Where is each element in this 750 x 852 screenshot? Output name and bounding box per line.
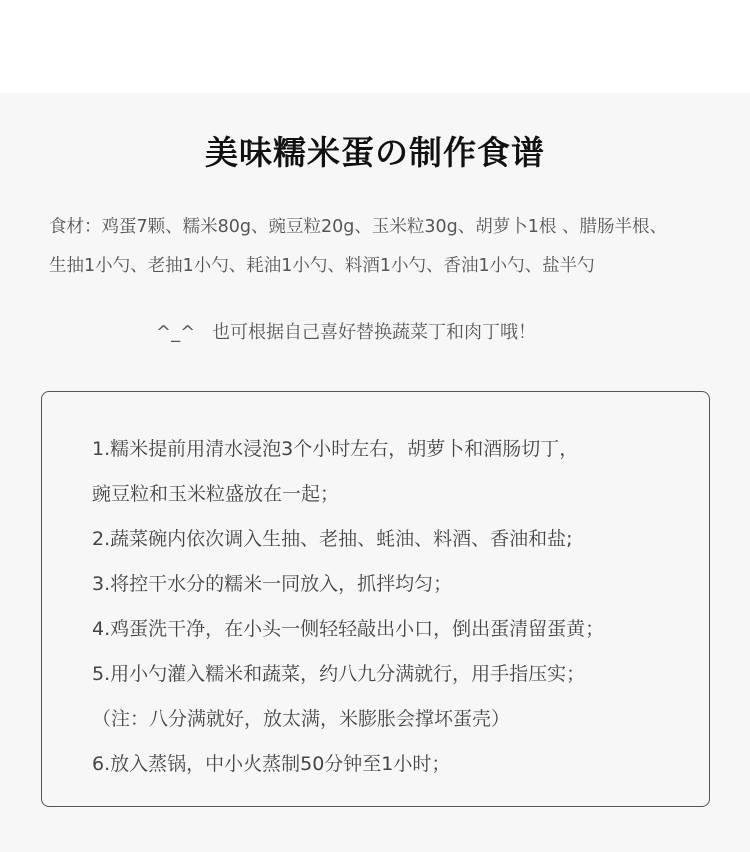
step-line: 豌豆粒和玉米粒盛放在一起； — [92, 483, 340, 505]
step-line: 1.糯米提前用清水浸泡3个小时左右，胡萝卜和酒肠切丁， — [92, 438, 579, 460]
ingredients-line-2: 生抽1小勺、老抽1小勺、耗油1小勺、料酒1小勺、香油1小勺、盐半勺 — [49, 256, 595, 276]
step-line: 4.鸡蛋洗干净，在小头一侧轻轻敲出小口，倒出蛋清留蛋黄； — [92, 618, 605, 640]
ingredients-list — [49, 208, 739, 286]
tip-text: 也可根据自己喜好替换蔬菜丁和肉丁哦！ — [212, 322, 536, 343]
steps-list — [92, 427, 702, 787]
step-line: 2.蔬菜碗内依次调入生抽、老抽、蚝油、料酒、香油和盐; — [92, 528, 573, 550]
ingredients-line-1: 食材：鸡蛋7颗、糯米80g、豌豆粒20g、玉米粒30g、胡萝卜1根 、腊肠半根、 — [49, 217, 667, 237]
top-blank-area — [0, 0, 750, 93]
step-line: 6.放入蒸锅，中小火蒸制50分钟至1小时； — [92, 753, 451, 775]
tip-note — [156, 316, 536, 350]
recipe-title: 美味糯米蛋の制作食谱 — [205, 133, 545, 172]
step-line: 3.将控干水分的糯米一同放入，抓拌均匀； — [92, 573, 453, 595]
step-line: 5.用小勺灌入糯米和蔬菜，约八九分满就行，用手指压实； — [92, 663, 586, 685]
step-line: （注：八分满就好，放太满，米膨胀会撑坏蛋壳） — [92, 708, 511, 730]
smiley-face: ^_^ — [156, 322, 196, 343]
